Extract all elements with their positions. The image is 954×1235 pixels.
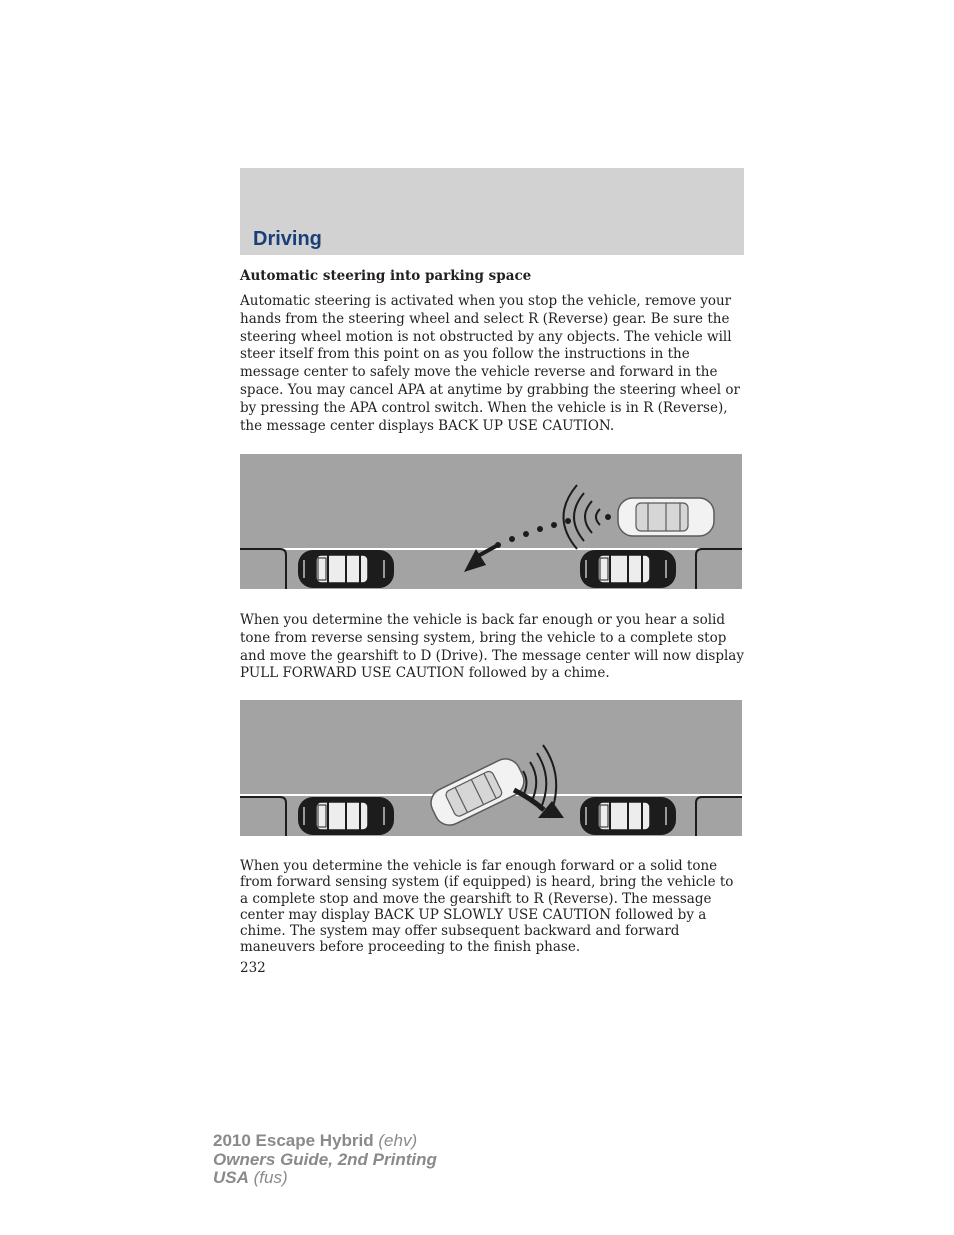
- section-heading: Automatic steering into parking space: [240, 268, 532, 284]
- footer-model: 2010 Escape Hybrid: [213, 1131, 374, 1150]
- section-header-band: [240, 168, 744, 255]
- footer-model-code: (ehv): [378, 1131, 418, 1150]
- footer-market-code: (fus): [253, 1168, 288, 1187]
- forward-maneuver-illustration: [240, 700, 742, 836]
- footer-market: USA: [213, 1168, 249, 1187]
- paragraph-reverse-instructions: Automatic steering is activated when you stop the vehicle, remove your hands from the steering wheel and select R (Reverse) gear. Be sure the steering wheel motion is not obstructed by any objects. The vehicle will steer itself from this point on as you follow the instructions in the message center to safely move the vehicle reverse and forward in the space. You may cancel APA at anytime by grabbing the steering wheel or by pressing the APA control switch. When the vehicle is in R (Reverse), the message center displays BACK UP USE CAUTION.: [240, 293, 740, 434]
- reverse-maneuver-illustration: [240, 454, 742, 589]
- section-title: Driving: [253, 228, 322, 250]
- page-number: 232: [240, 960, 266, 976]
- paragraph-forward-instructions: When you determine the vehicle is back far enough or you hear a solid tone from reverse sensing system, bring the vehicle to a complete stop and move the gearshift to D (Drive). The message center will now display PULL FORWARD USE CAUTION followed by a chime.: [240, 612, 744, 682]
- footer-edition: Owners Guide, 2nd Printing: [213, 1149, 437, 1169]
- paragraph-finish-instructions: When you determine the vehicle is far enough forward or a solid tone from forward sensing system (if equipped) is heard, bring the vehicle to a complete stop and move the gearshift to R (Reverse). The message center may display BACK UP SLOWLY USE CAUTION followed by a chime. The system may offer subsequent backward and forward maneuvers before proceeding to the finish phase.: [240, 858, 734, 956]
- publication-footer: [213, 1132, 437, 1188]
